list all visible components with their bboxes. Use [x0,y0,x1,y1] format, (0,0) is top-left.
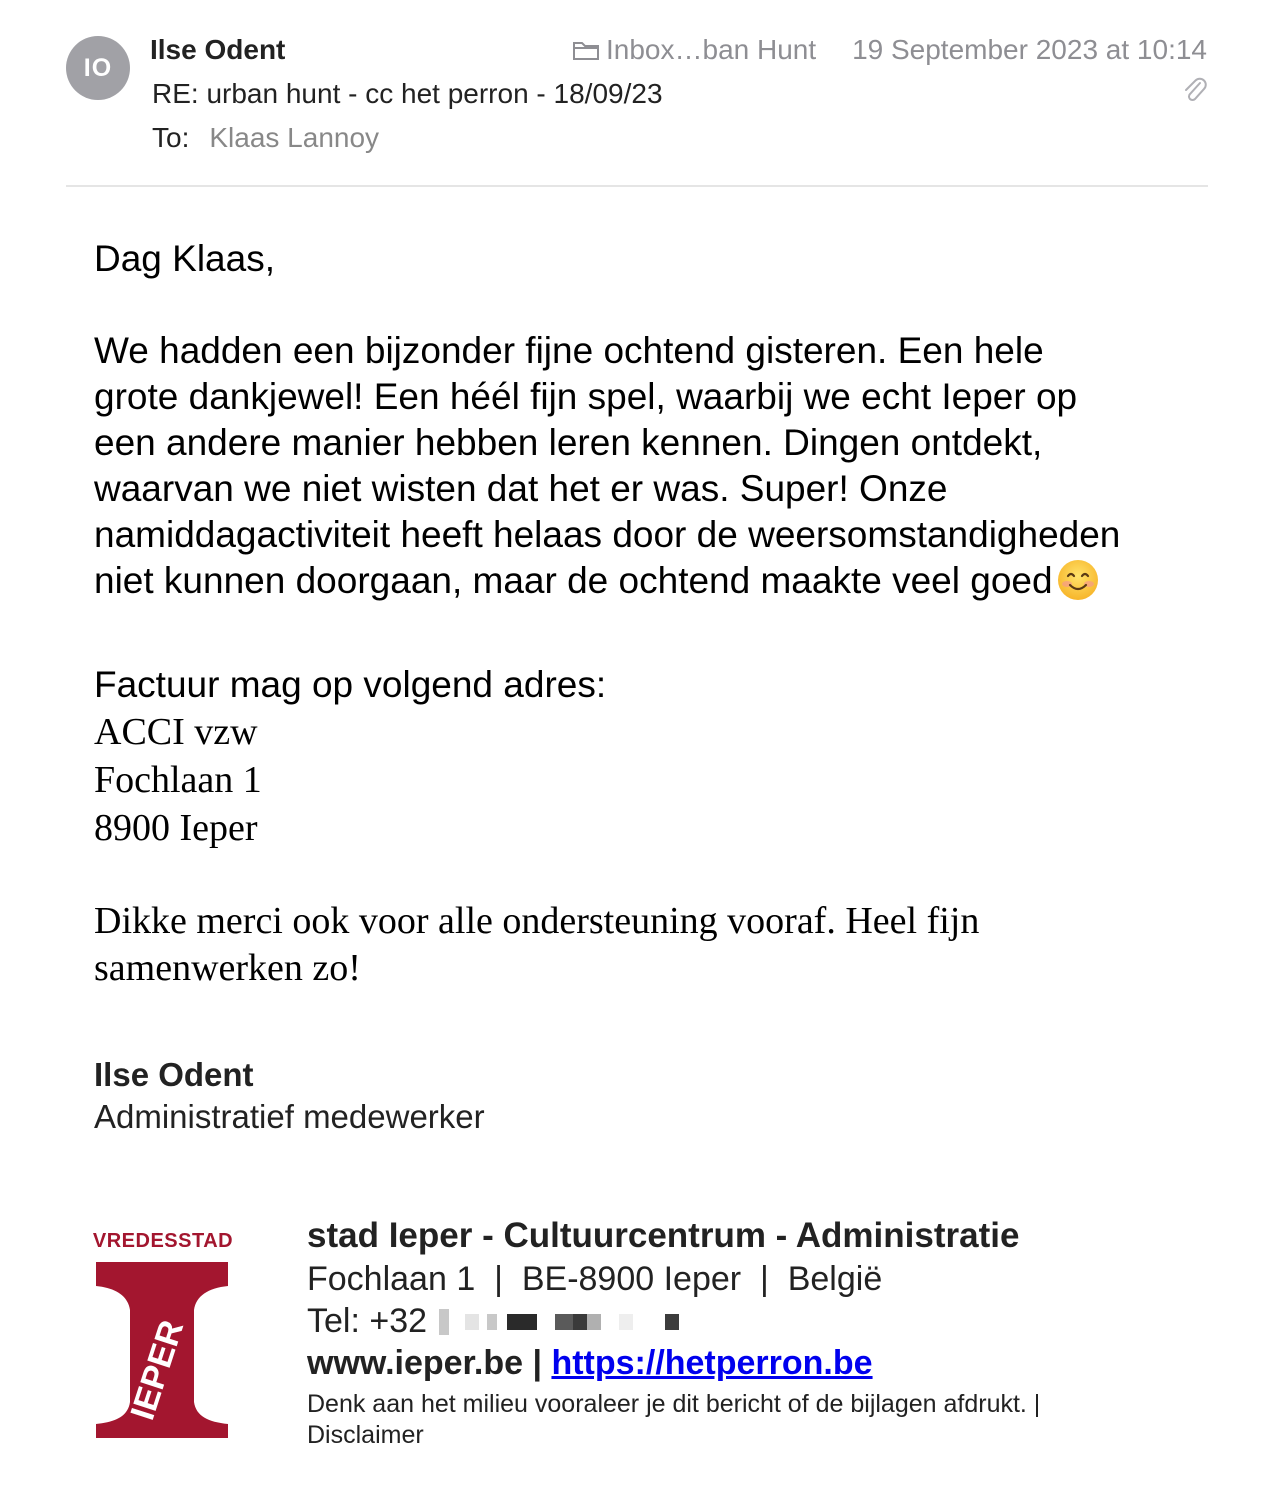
organization-address: Fochlaan 1 | BE-8900 Ieper | België [307,1260,883,1298]
message-date: 19 September 2023 at 10:14 [852,34,1207,65]
address-line: 8900 Ieper [94,807,258,849]
avatar: IO [66,36,130,100]
logo-text-vertical: IEPER [123,1315,192,1425]
environment-disclaimer: Denk aan het milieu vooraleer je dit bericht of de bijlagen afdrukt. | Disclaimer [307,1390,1041,1449]
invoice-intro: Factuur mag op volgend adres: [94,664,607,705]
logo-text-top: VREDESSTAD [92,1230,234,1252]
paragraph-line-text: niet kunnen doorgaan, maar de ochtend maakte veel goed [94,560,1053,601]
organization-name: stad Ieper - Cultuurcentrum - Administratie [307,1216,1020,1255]
paperclip-icon[interactable] [1182,76,1208,104]
paragraph-line: een andere manier hebben leren kennen. Dingen ontdekt, [94,422,1043,463]
smiling-face-emoji-icon [1057,559,1099,601]
address-line: ACCI vzw [94,711,258,753]
message-paragraph [94,328,1244,604]
hetperron-link[interactable]: https://hetperron.be [551,1344,873,1382]
address-line: Fochlaan 1 [94,759,262,801]
paragraph-line: grote dankjewel! Een héél fijn spel, waarbij we echt Ieper op [94,376,1078,417]
redacted-phone-number [437,1309,679,1335]
signature-name: Ilse Odent [94,1056,254,1093]
vredesstad-ieper-logo [92,1226,234,1441]
paragraph-line-last [94,558,1244,604]
subject-line: RE: urban hunt - cc het perron - 18/09/23 [152,78,663,109]
paragraph-line: namiddagactiviteit heeft helaas door de weersomstandigheden [94,514,1121,555]
paragraph-line: waarvan we niet wisten dat het er was. Super! Onze [94,468,948,509]
header-divider [66,185,1208,187]
website-text: www.ieper.be [307,1344,524,1382]
telephone-prefix: Tel: +32 [307,1302,428,1340]
sender-name[interactable]: Ilse Odent [150,34,286,65]
greeting: Dag Klaas, [94,238,275,279]
to-label: To: [152,122,190,153]
web-separator: | [523,1344,552,1382]
recipient-name[interactable]: Klaas Lannoy [209,122,380,153]
paragraph-line: We hadden een bijzonder fijne ochtend gisteren. Een hele [94,330,1044,371]
thanks-paragraph: Dikke merci ook voor alle ondersteuning vooraf. Heel fijn samenwerken zo! [94,900,980,989]
mailbox-location[interactable] [572,34,816,66]
mailbox-label: Inbox…ban Hunt [606,34,817,65]
recipient-line [152,122,379,154]
telephone-line [307,1302,679,1341]
folder-icon [572,39,600,61]
web-line [307,1344,873,1383]
signature-role: Administratief medewerker [94,1098,485,1135]
invoice-address [94,708,262,852]
